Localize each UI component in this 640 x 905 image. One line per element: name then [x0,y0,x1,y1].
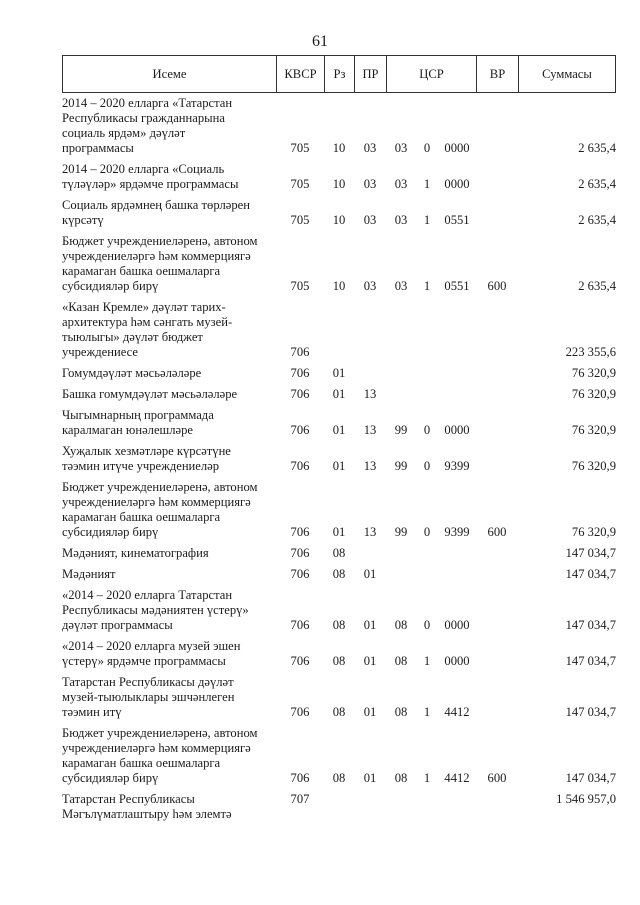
cell-rz: 08 [332,705,346,719]
cell-kvsr: 706 [290,525,310,539]
cell-csr1: 08 [394,705,408,719]
table-row [62,588,616,633]
cell-pr: 03 [363,279,377,293]
cell-name-line: Бюджет учреждениеләренә, автоном [62,480,258,494]
cell-rz: 08 [332,546,346,560]
table-header [62,55,616,93]
table-row [62,726,616,786]
cell-csr3: 9399 [444,525,470,539]
cell-name-line: музей-тыюлыклары эшчәнлеген [62,690,235,704]
cell-name-line: архитектура һәм сәнгать музей- [62,315,233,329]
table-row [62,675,616,720]
cell-sum: 147 034,7 [565,618,616,632]
cell-csr2: 0 [423,423,431,437]
cell-rz: 10 [332,213,346,227]
cell-csr1: 99 [394,423,408,437]
cell-csr3: 4412 [444,771,470,785]
cell-rz: 08 [332,654,346,668]
cell-name-line: «Казан Кремле» дәүләт тарих- [62,300,226,314]
cell-name-line: Бюджет учреждениеләренә, автоном [62,726,258,740]
cell-sum: 76 320,9 [571,387,616,401]
cell-name-line: программасы [62,141,134,155]
header-csr: ЦСР [387,56,477,92]
cell-name-line: «2014 – 2020 елларга Татарстан [62,588,233,602]
table-row [62,387,616,402]
cell-csr2: 1 [423,279,431,293]
cell-name [62,234,276,294]
cell-rz: 08 [332,618,346,632]
cell-sum: 147 034,7 [565,546,616,560]
cell-name-line: субсидияләр бирү [62,771,159,785]
cell-pr: 01 [363,654,377,668]
table-row [62,792,616,822]
cell-name [62,792,276,822]
cell-csr2: 1 [423,654,431,668]
cell-csr2: 0 [423,141,431,155]
cell-csr3: 0551 [444,279,470,293]
cell-name [62,546,276,561]
cell-name-line: Республикасы мәдәниятен үстерү» [62,603,249,617]
cell-kvsr: 706 [290,459,310,473]
cell-csr2: 1 [423,213,431,227]
cell-sum: 76 320,9 [571,366,616,380]
header-sum: Суммасы [542,66,592,81]
cell-rz: 01 [332,459,346,473]
table-row [62,162,616,192]
cell-name-line: учреждениеләргә һәм коммерциягә [62,495,251,509]
cell-csr3: 0000 [444,654,470,668]
cell-name-line: 2014 – 2020 елларга «Татарстан [62,96,233,110]
cell-rz: 01 [332,423,346,437]
cell-pr: 13 [363,459,377,473]
cell-pr: 13 [363,423,377,437]
cell-pr: 01 [363,771,377,785]
cell-pr: 13 [363,525,377,539]
cell-sum: 2 635,4 [578,279,616,293]
cell-name-line: тыюлыгы» дәүләт бюджет [62,330,203,344]
cell-csr2: 0 [423,459,431,473]
cell-name-line: карамаган башка оешмаларга [62,756,221,770]
table-row [62,300,616,360]
cell-name-line: учреждениесе [62,345,138,359]
cell-kvsr: 705 [290,141,310,155]
table-row [62,234,616,294]
cell-csr3: 4412 [444,705,470,719]
cell-name-line: каралмаган юнәлешләре [62,423,193,437]
cell-name-line: күрсәтү [62,213,104,227]
cell-kvsr: 706 [290,423,310,437]
cell-pr: 13 [363,387,377,401]
cell-name-line: Мәдәният [62,567,116,581]
table-row [62,639,616,669]
table-row [62,366,616,381]
cell-sum: 223 355,6 [565,345,616,359]
cell-name-line: тәэмин итүче учреждениеләр [62,459,220,473]
cell-pr: 01 [363,705,377,719]
header-pr: ПР [355,56,387,92]
cell-name [62,726,276,786]
cell-rz: 08 [332,771,346,785]
cell-csr3: 0551 [444,213,470,227]
cell-name [62,675,276,720]
cell-pr: 01 [363,567,377,581]
cell-sum: 2 635,4 [578,177,616,191]
cell-sum: 76 320,9 [571,525,616,539]
cell-csr2: 1 [423,771,431,785]
cell-pr: 03 [363,141,377,155]
cell-rz: 10 [332,177,346,191]
cell-name-line: Татарстан Республикасы [62,792,195,806]
cell-csr1: 08 [394,618,408,632]
cell-pr: 03 [363,177,377,191]
cell-kvsr: 707 [290,792,310,806]
cell-rz: 01 [332,387,346,401]
cell-name [62,387,276,402]
cell-csr2: 0 [423,525,431,539]
cell-csr3: 0000 [444,177,470,191]
cell-name-line: Гомумдәүләт мәсьәләләре [62,366,202,380]
cell-csr2: 1 [423,705,431,719]
cell-kvsr: 706 [290,705,310,719]
cell-rz: 10 [332,141,346,155]
cell-name [62,300,276,360]
cell-name-line: Социаль ярдәмнең башка төрләрен [62,198,250,212]
cell-name-line: учреждениеләргә һәм коммерциягә [62,741,251,755]
table-row [62,546,616,561]
cell-name-line: Хуҗалык хезмәтләре күрсәтүне [62,444,231,458]
header-name: Исеме [63,56,277,92]
cell-name [62,408,276,438]
cell-rz: 10 [332,279,346,293]
cell-pr: 03 [363,213,377,227]
cell-sum: 147 034,7 [565,654,616,668]
cell-sum: 2 635,4 [578,213,616,227]
table-row [62,96,616,156]
cell-name-line: карамаган башка оешмаларга [62,510,221,524]
cell-kvsr: 706 [290,567,310,581]
cell-name [62,639,276,669]
cell-name [62,366,276,381]
cell-name-line: дәүләт программасы [62,618,173,632]
cell-sum: 76 320,9 [571,423,616,437]
cell-kvsr: 705 [290,177,310,191]
table-row [62,567,616,582]
cell-csr2: 0 [423,618,431,632]
cell-kvsr: 706 [290,345,310,359]
cell-name-line: Башка гомумдәүләт мәсьәләләре [62,387,238,401]
cell-name-line: 2014 – 2020 елларга «Социаль [62,162,225,176]
cell-name-line: Чыгымнарның программада [62,408,214,422]
cell-csr3: 0000 [444,618,470,632]
cell-csr1: 99 [394,525,408,539]
cell-csr3: 0000 [444,141,470,155]
cell-sum: 2 635,4 [578,141,616,155]
cell-name-line: Мәгълүматлаштыру һәм элемтә [62,807,232,821]
cell-name-line: Республикасы гражданнарына [62,111,225,125]
cell-name-line: Мәдәният, кинематография [62,546,209,560]
cell-vr: 600 [487,771,507,785]
table-row [62,408,616,438]
cell-name [62,162,276,192]
cell-name [62,567,276,582]
cell-csr1: 08 [394,654,408,668]
cell-name-line: карамаган башка оешмаларга [62,264,221,278]
cell-sum: 147 034,7 [565,567,616,581]
cell-kvsr: 705 [290,279,310,293]
cell-name-line: түләүләр» ярдәмче программасы [62,177,239,191]
cell-csr1: 03 [394,213,408,227]
cell-name-line: тәэмин итү [62,705,122,719]
cell-kvsr: 706 [290,546,310,560]
cell-kvsr: 706 [290,618,310,632]
cell-sum: 1 546 957,0 [556,792,616,806]
cell-sum: 147 034,7 [565,771,616,785]
cell-kvsr: 706 [290,771,310,785]
cell-pr: 01 [363,618,377,632]
cell-csr1: 08 [394,771,408,785]
cell-name [62,198,276,228]
cell-kvsr: 706 [290,366,310,380]
cell-name-line: учреждениеләргә һәм коммерциягә [62,249,251,263]
table-body [62,96,616,822]
cell-name-line: Татарстан Республикасы дәүләт [62,675,234,689]
cell-rz: 01 [332,525,346,539]
cell-csr3: 9399 [444,459,470,473]
cell-kvsr: 706 [290,387,310,401]
cell-rz: 08 [332,567,346,581]
cell-name-line: субсидияләр бирү [62,525,159,539]
cell-kvsr: 706 [290,654,310,668]
cell-csr1: 03 [394,279,408,293]
cell-name [62,444,276,474]
page-number: 61 [312,33,328,50]
cell-rz: 01 [332,366,346,380]
cell-name-line: социаль ярдәм» дәүләт [62,126,186,140]
cell-csr1: 03 [394,141,408,155]
cell-csr2: 1 [423,177,431,191]
table-row [62,444,616,474]
cell-name [62,480,276,540]
cell-name-line: үстерү» ярдәмче программасы [62,654,226,668]
cell-csr1: 99 [394,459,408,473]
cell-name [62,96,276,156]
cell-name-line: Бюджет учреждениеләренә, автоном [62,234,258,248]
cell-sum: 147 034,7 [565,705,616,719]
table-row [62,198,616,228]
budget-table [62,55,616,822]
cell-name-line: «2014 – 2020 елларга музей эшен [62,639,241,653]
cell-kvsr: 705 [290,213,310,227]
cell-csr1: 03 [394,177,408,191]
cell-vr: 600 [487,279,507,293]
header-kvsr: КВСР [277,56,325,92]
cell-name [62,588,276,633]
table-row [62,480,616,540]
cell-sum: 76 320,9 [571,459,616,473]
header-vr: ВР [477,56,519,92]
header-rz: Рз [325,56,355,92]
cell-csr3: 0000 [444,423,470,437]
cell-name-line: субсидияләр бирү [62,279,159,293]
cell-vr: 600 [487,525,507,539]
